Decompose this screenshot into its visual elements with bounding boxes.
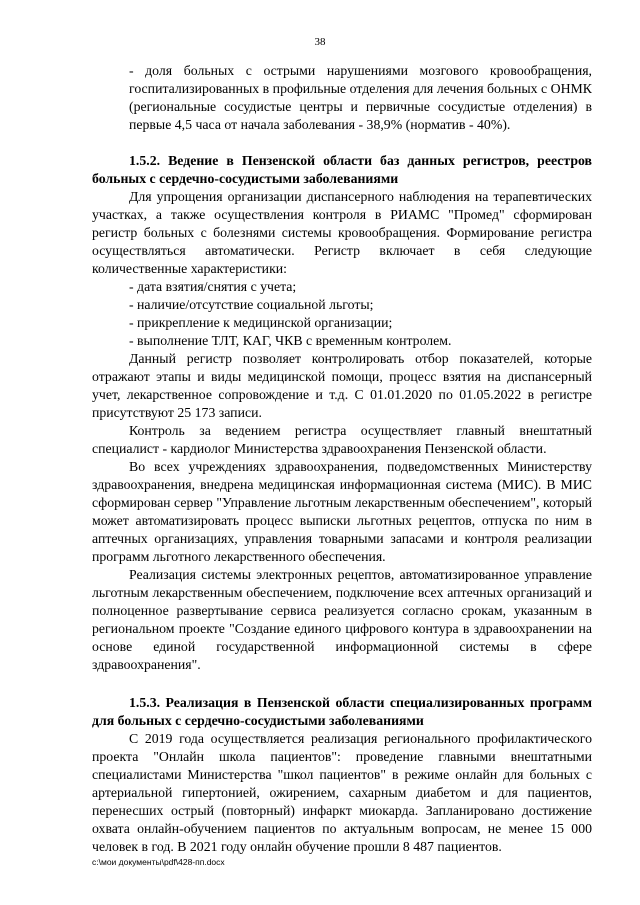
paragraph-registry-supervisor: Контроль за ведением регистра осуществляет главный внештатный специалист - кардиолог Министерства здравоохранения Пензенской области. [92, 423, 592, 456]
intro-paragraph: - доля больных с острыми нарушениями мозгового кровообращения, госпитализированных в профильные отделения для лечения больных с ОНМК (региональные сосудистые центры и первичные сосудистые отделения) в первые 4,5 часа от начала заболевания - 38,9% (норматив - 40%). [129, 63, 592, 132]
paragraph-online-school: С 2019 года осуществляется реализация регионального профилактического проекта "Онлайн школа пациентов": проведение главными внештатными специалистами Министерства "школ пациентов" в режиме онлайн для больных с артериальной гипертонией, ожирением, сахарным диабетом и для пациентов, перенесших острый (повторный) инфаркт миокарда. Запланировано достижение охвата онлайн-обучением пациентов по актуальным вопросам, не менее 15 000 человек в год. В 2021 году онлайн обучение прошли 8 487 пациентов. [92, 731, 592, 854]
file-path-footer: c:\мои документы\pdf\428-пп.docx [92, 857, 225, 867]
paragraph-e-prescriptions: Реализация системы электронных рецептов, автоматизированное управление льготным лекарственным обеспечением, подключение всех аптечных организаций и полноценное развертывание сервиса реализуется согласно срокам, указанным в региональном проекте "Создание единого цифрового контура в здравоохранении на основе единой государственной информационной системы в сфере здравоохранения". [92, 567, 592, 672]
document-body [92, 62, 592, 856]
list-item: - прикрепление к медицинской организации; [129, 315, 393, 330]
list-item: - наличие/отсутствие социальной льготы; [129, 297, 374, 312]
paragraph-mis: Во всех учреждениях здравоохранения, подведомственных Министерству здравоохранения, внедрена медицинская информационная система (МИС). В МИС сформирован сервер "Управление льготным лекарственным обеспечением", который может автоматизировать процесс выписки льготных рецептов, отпуска по ним в аптечных организациях, управления товарными запасами и контроля реализации программ льготного лекарственного обеспечения. [92, 459, 592, 564]
section-heading-1-5-3: 1.5.3. Реализация в Пензенской области специализированных программ для больных с сердечно-сосудистыми заболеваниями [92, 695, 592, 728]
section-heading-1-5-2: 1.5.2. Ведение в Пензенской области баз данных регистров, реестров больных с сердечно-сосудистыми заболеваниями [92, 153, 592, 186]
list-item: - дата взятия/снятия с учета; [129, 279, 297, 294]
paragraph-registry-intro: Для упрощения организации диспансерного наблюдения на терапевтических участках, а также осуществления контроля в РИАМС "Промед" сформирован регистр больных с болезнями системы кровообращения. Формирование регистра осуществляться автоматически. Регистр включает в себя следующие количественные характеристики: [92, 189, 592, 276]
page-number: 38 [314, 36, 326, 48]
paragraph-registry-control: Данный регистр позволяет контролировать отбор показателей, которые отражают этапы и виды медицинской помощи, процесс взятия на диспансерный учет, лекарственное сопровождение и т.д. С 01.01.2020 по 01.05.2022 в регистре присутствуют 25 173 записи. [92, 351, 592, 420]
list-item: - выполнение ТЛТ, КАГ, ЧКВ с временным контролем. [129, 333, 452, 348]
